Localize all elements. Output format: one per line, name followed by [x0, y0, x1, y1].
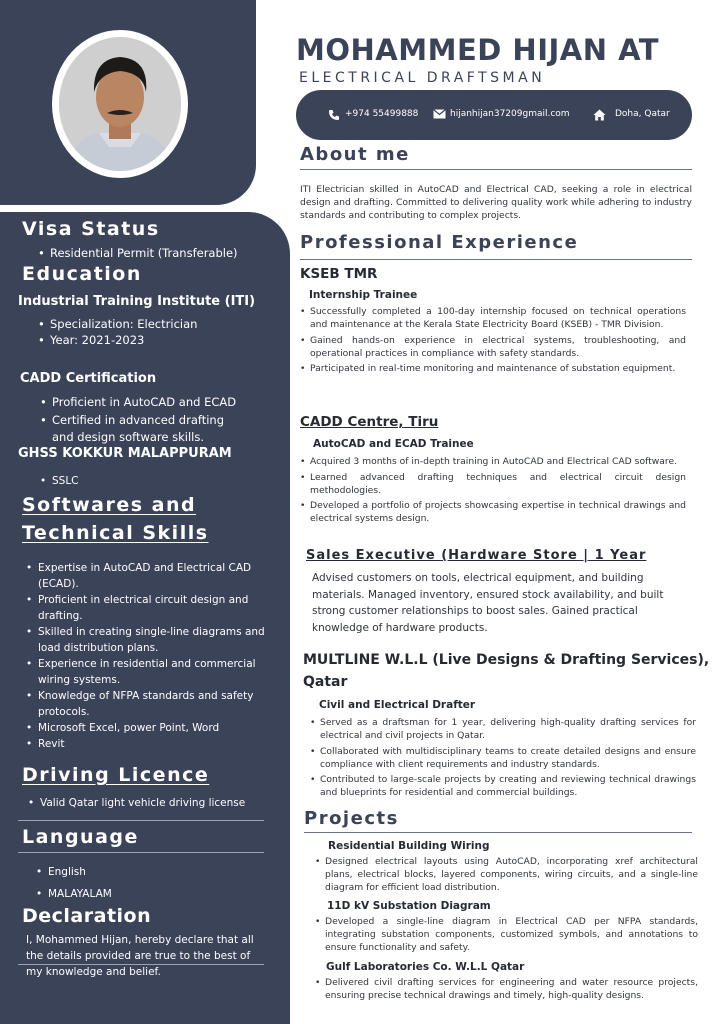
list-item: • Successfully completed a 100-day internship focused on technical operations and maintenance at the Kerala State Electricity Board (KSEB) - TMR Division.	[298, 305, 686, 331]
education-cadd: CADD Certification	[20, 371, 157, 386]
list-item: • Knowledge of NFPA standards and safety protocols.	[24, 688, 280, 720]
divider	[18, 964, 264, 965]
job1-bullets	[298, 305, 686, 378]
education-ghss: GHSS KOKKUR MALAPPURAM	[18, 446, 232, 461]
profile-photo	[59, 37, 181, 171]
project1-desc	[313, 855, 698, 897]
list-item: • SSLC	[38, 473, 79, 489]
email-icon	[433, 109, 446, 122]
divider	[300, 169, 692, 170]
list-item: • Learned advanced drafting techniques and electrical circuit design methodologies.	[298, 471, 686, 497]
list-item: • Delivered civil drafting services for engineering and water resource projects, ensuring precise technical drawings and timely, high-quality designs.	[313, 976, 698, 1002]
job2-company: CADD Centre, Tiru	[300, 414, 439, 430]
visa-list	[36, 245, 238, 261]
project3-title: Gulf Laboratories Co. W.L.L Qatar	[326, 961, 525, 973]
language-heading: Language	[22, 826, 139, 848]
list-item: • Designed electrical layouts using AutoCAD, incorporating xref architectural plans, electrical blocks, layered components, wiring circuits, and a single-line diagram for efficient load distribution.	[313, 855, 698, 894]
divider	[18, 820, 264, 821]
project2-title: 11D kV Substation Diagram	[327, 900, 491, 912]
job1-company: KSEB TMR	[300, 266, 378, 282]
phone-number[interactable]: +974 55499888	[345, 109, 419, 119]
list-item: • Year: 2021-2023	[36, 332, 197, 348]
education-cadd-list	[38, 393, 236, 429]
list-item: • Certified in advanced drafting	[38, 411, 236, 429]
contact-bar	[296, 90, 692, 140]
projects-heading: Projects	[304, 808, 399, 829]
skills-heading-1: Softwares and	[22, 494, 197, 516]
sidebar	[0, 0, 290, 1024]
driving-heading: Driving Licence	[22, 764, 210, 786]
list-item: • Proficient in AutoCAD and ECAD	[38, 393, 236, 411]
list-item: • Participated in real-time monitoring and maintenance of substation equipment.	[298, 362, 686, 375]
language-list	[34, 861, 112, 905]
education-heading: Education	[22, 263, 142, 285]
list-item: • English	[34, 861, 112, 883]
job4-company-country: Qatar	[303, 674, 348, 690]
job4-bullets	[308, 716, 696, 802]
project1-title: Residential Building Wiring	[328, 840, 490, 852]
list-item: • Valid Qatar light vehicle driving license	[26, 795, 245, 811]
list-item: • Skilled in creating single-line diagrams and load distribution plans.	[24, 624, 280, 656]
visa-item: • Residential Permit (Transferable)	[36, 245, 238, 261]
list-item: • Collaborated with multidisciplinary teams to create detailed designs and ensure compliance with client requirements and industry standards.	[308, 745, 696, 771]
divider	[300, 259, 692, 260]
email-address[interactable]: hijanhijan37209gmail.com	[450, 109, 570, 119]
job2-bullets	[298, 455, 686, 528]
education-cadd-cont: and design software skills.	[52, 430, 205, 444]
candidate-name: MOHAMMED HIJAN AT	[296, 33, 660, 67]
job1-role: Internship Trainee	[309, 289, 418, 301]
education-ghss-list	[38, 473, 79, 489]
job-title: ELECTRICAL DRAFTSMAN	[299, 70, 546, 86]
list-item: • Served as a draftsman for 1 year, delivering high-quality drafting services for electrical and civil projects in Qatar.	[308, 716, 696, 742]
location: Doha, Qatar	[615, 109, 670, 119]
list-item: • Developed a single-line diagram in Electrical CAD per NFPA standards, integrating substation components, customized symbols, and annotations to ensure functionality and safety.	[313, 915, 698, 954]
list-item: • Experience in residential and commercial wiring systems.	[24, 656, 280, 688]
about-text: ITI Electrician skilled in AutoCAD and Electrical CAD, seeking a role in electrical design and drafting. Committed to delivering quality work while adhering to industry standards and contributing to complex projects.	[300, 184, 692, 221]
list-item: • Contributed to large-scale projects by creating and reviewing technical drawings and blueprints for residential and commercial buildings.	[308, 773, 696, 799]
experience-heading: Professional Experience	[300, 232, 579, 253]
list-item: • Revit	[24, 736, 280, 752]
list-item: • Proficient in electrical circuit design and drafting.	[24, 592, 280, 624]
job3-title: Sales Executive (Hardware Store | 1 Year	[306, 548, 647, 563]
driving-list	[26, 795, 245, 811]
job2-role: AutoCAD and ECAD Trainee	[313, 438, 474, 450]
job3-text: Advised customers on tools, electrical equipment, and building materials. Managed inventory, ensured stock availability, and built strong customer relationships to boost sales. Gained practical knowledge of hardware products.	[312, 572, 664, 634]
list-item: • Specialization: Electrician	[36, 316, 197, 332]
education-iti: Industrial Training Institute (ITI)	[18, 294, 256, 309]
list-item: • Microsoft Excel, power Point, Word	[24, 720, 280, 736]
divider	[18, 852, 264, 853]
project3-desc	[313, 976, 698, 1005]
declaration-text: I, Mohammed Hijan, hereby declare that all the details provided are true to the best of my knowledge and belief.	[26, 934, 254, 978]
phone-icon	[328, 109, 340, 124]
skills-list	[24, 560, 280, 752]
job4-role: Civil and Electrical Drafter	[319, 699, 476, 711]
visa-heading: Visa Status	[22, 218, 160, 240]
list-item: • Gained hands-on experience in electrical systems, troubleshooting, and operational practices in compliance with safety standards.	[298, 334, 686, 360]
list-item: • MALAYALAM	[34, 883, 112, 905]
skills-heading-2: Technical Skills	[22, 522, 209, 544]
about-heading: About me	[300, 144, 410, 165]
list-item: • Developed a portfolio of projects showcasing expertise in technical drawings and electrical systems design.	[298, 499, 686, 525]
declaration-heading: Declaration	[22, 905, 152, 927]
home-icon	[593, 109, 606, 124]
job4-company: MULTLINE W.L.L (Live Designs & Drafting Services),	[303, 652, 710, 668]
list-item: • Acquired 3 months of in-depth training in AutoCAD and Electrical CAD software.	[298, 455, 686, 468]
list-item: • Expertise in AutoCAD and Electrical CAD (ECAD).	[24, 560, 280, 592]
divider	[304, 832, 692, 833]
education-iti-list	[36, 316, 197, 348]
project2-desc	[313, 915, 698, 957]
